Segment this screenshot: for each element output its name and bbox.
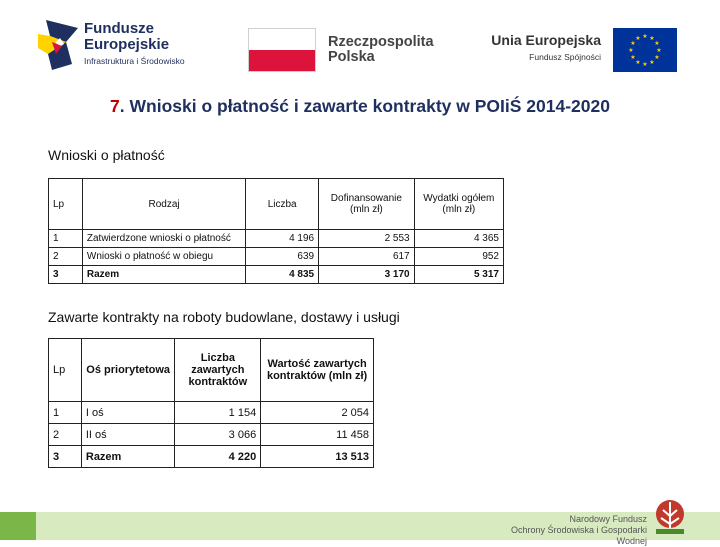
col-wydatki: Wydatki ogółem (mln zł) [414, 179, 503, 230]
payments-table [48, 178, 504, 284]
svg-text:★: ★ [642, 61, 648, 68]
table-row [49, 402, 374, 424]
cell-os: II oś [81, 424, 175, 446]
col-rodzaj: Rodzaj [82, 179, 245, 230]
svg-text:★: ★ [628, 47, 634, 54]
fe-line3: Infrastruktura i Środowisko [84, 56, 185, 66]
title-number: 7 [110, 96, 120, 116]
nfos-line1: Narodowy Fundusz [569, 514, 647, 524]
table-row-total [49, 266, 504, 284]
svg-text:★: ★ [656, 47, 662, 54]
cell-rodzaj: Razem [82, 266, 245, 284]
nfos-line2: Ochrony Środowiska i Gospodarki Wodnej [510, 525, 647, 546]
cell-dofinansowanie: 2 553 [319, 230, 415, 248]
cell-os: I oś [81, 402, 175, 424]
cell-lp: 3 [49, 266, 83, 284]
cell-liczba: 4 835 [246, 266, 319, 284]
fe-line1: Fundusze [84, 20, 154, 37]
section2-label: Zawarte kontrakty na roboty budowlane, dostawy i usługi [48, 309, 400, 325]
rzeczpospolita-logo [248, 28, 448, 72]
col-liczba: Liczba [246, 179, 319, 230]
nfos-text [487, 514, 647, 547]
cell-liczba: 4 220 [175, 446, 261, 468]
svg-text:★: ★ [654, 54, 660, 61]
fe-line2: Europejskie [84, 36, 170, 53]
svg-text:★: ★ [649, 35, 655, 42]
cell-rodzaj: Zatwierdzone wnioski o płatność [82, 230, 245, 248]
cell-os: Razem [81, 446, 175, 468]
table-header-row [49, 179, 504, 230]
col-dofinansowanie: Dofinansowanie (mln zł) [319, 179, 415, 230]
svg-text:★: ★ [635, 59, 641, 66]
cell-lp: 2 [49, 424, 82, 446]
cell-rodzaj: Wnioski o płatność w obiegu [82, 248, 245, 266]
cell-liczba: 4 196 [246, 230, 319, 248]
ue-line2: Fundusz Spójności [529, 52, 601, 62]
table-row [49, 230, 504, 248]
cell-liczba: 3 066 [175, 424, 261, 446]
cell-wartosc: 11 458 [261, 424, 374, 446]
rp-line2: Polska [328, 49, 375, 65]
cell-wartosc: 2 054 [261, 402, 374, 424]
fe-star-icon [38, 20, 78, 70]
title-text: . Wnioski o płatność i zawarte kontrakty w POIiŚ 2014-2020 [119, 96, 610, 116]
table-row [49, 248, 504, 266]
col-lp: Lp [49, 179, 83, 230]
cell-wartosc: 13 513 [261, 446, 374, 468]
cell-wydatki: 952 [414, 248, 503, 266]
page-title [0, 96, 720, 117]
col-lp: Lp [49, 339, 82, 402]
cell-wydatki: 5 317 [414, 266, 503, 284]
eu-flag-icon [613, 28, 677, 72]
table-row-total [49, 446, 374, 468]
svg-text:★: ★ [642, 33, 648, 40]
rp-line1: Rzeczpospolita [328, 34, 434, 50]
unia-europejska-logo [488, 28, 688, 72]
ue-line1: Unia Europejska [491, 32, 601, 48]
col-wartosc: Wartość zawartych kontraktów (mln zł) [261, 339, 374, 402]
cell-lp: 3 [49, 446, 82, 468]
fundusze-europejskie-logo [38, 18, 213, 74]
contracts-table [48, 338, 374, 468]
svg-text:★: ★ [630, 54, 636, 61]
cell-lp: 1 [49, 230, 83, 248]
col-os: Oś priorytetowa [81, 339, 175, 402]
cell-dofinansowanie: 3 170 [319, 266, 415, 284]
polish-flag-icon [248, 28, 316, 72]
footer-accent [0, 512, 36, 540]
svg-text:★: ★ [654, 40, 660, 47]
section1-label: Wnioski o płatność [48, 147, 165, 163]
table-header-row [49, 339, 374, 402]
col-liczba-kontraktow: Liczba zawartych kontraktów [175, 339, 261, 402]
cell-dofinansowanie: 617 [319, 248, 415, 266]
cell-wydatki: 4 365 [414, 230, 503, 248]
cell-liczba: 639 [246, 248, 319, 266]
svg-text:★: ★ [649, 59, 655, 66]
table-row [49, 424, 374, 446]
cell-lp: 1 [49, 402, 82, 424]
cell-liczba: 1 154 [175, 402, 261, 424]
svg-text:★: ★ [635, 35, 641, 42]
nfos-logo-icon [650, 498, 690, 538]
svg-text:★: ★ [630, 40, 636, 47]
cell-lp: 2 [49, 248, 83, 266]
